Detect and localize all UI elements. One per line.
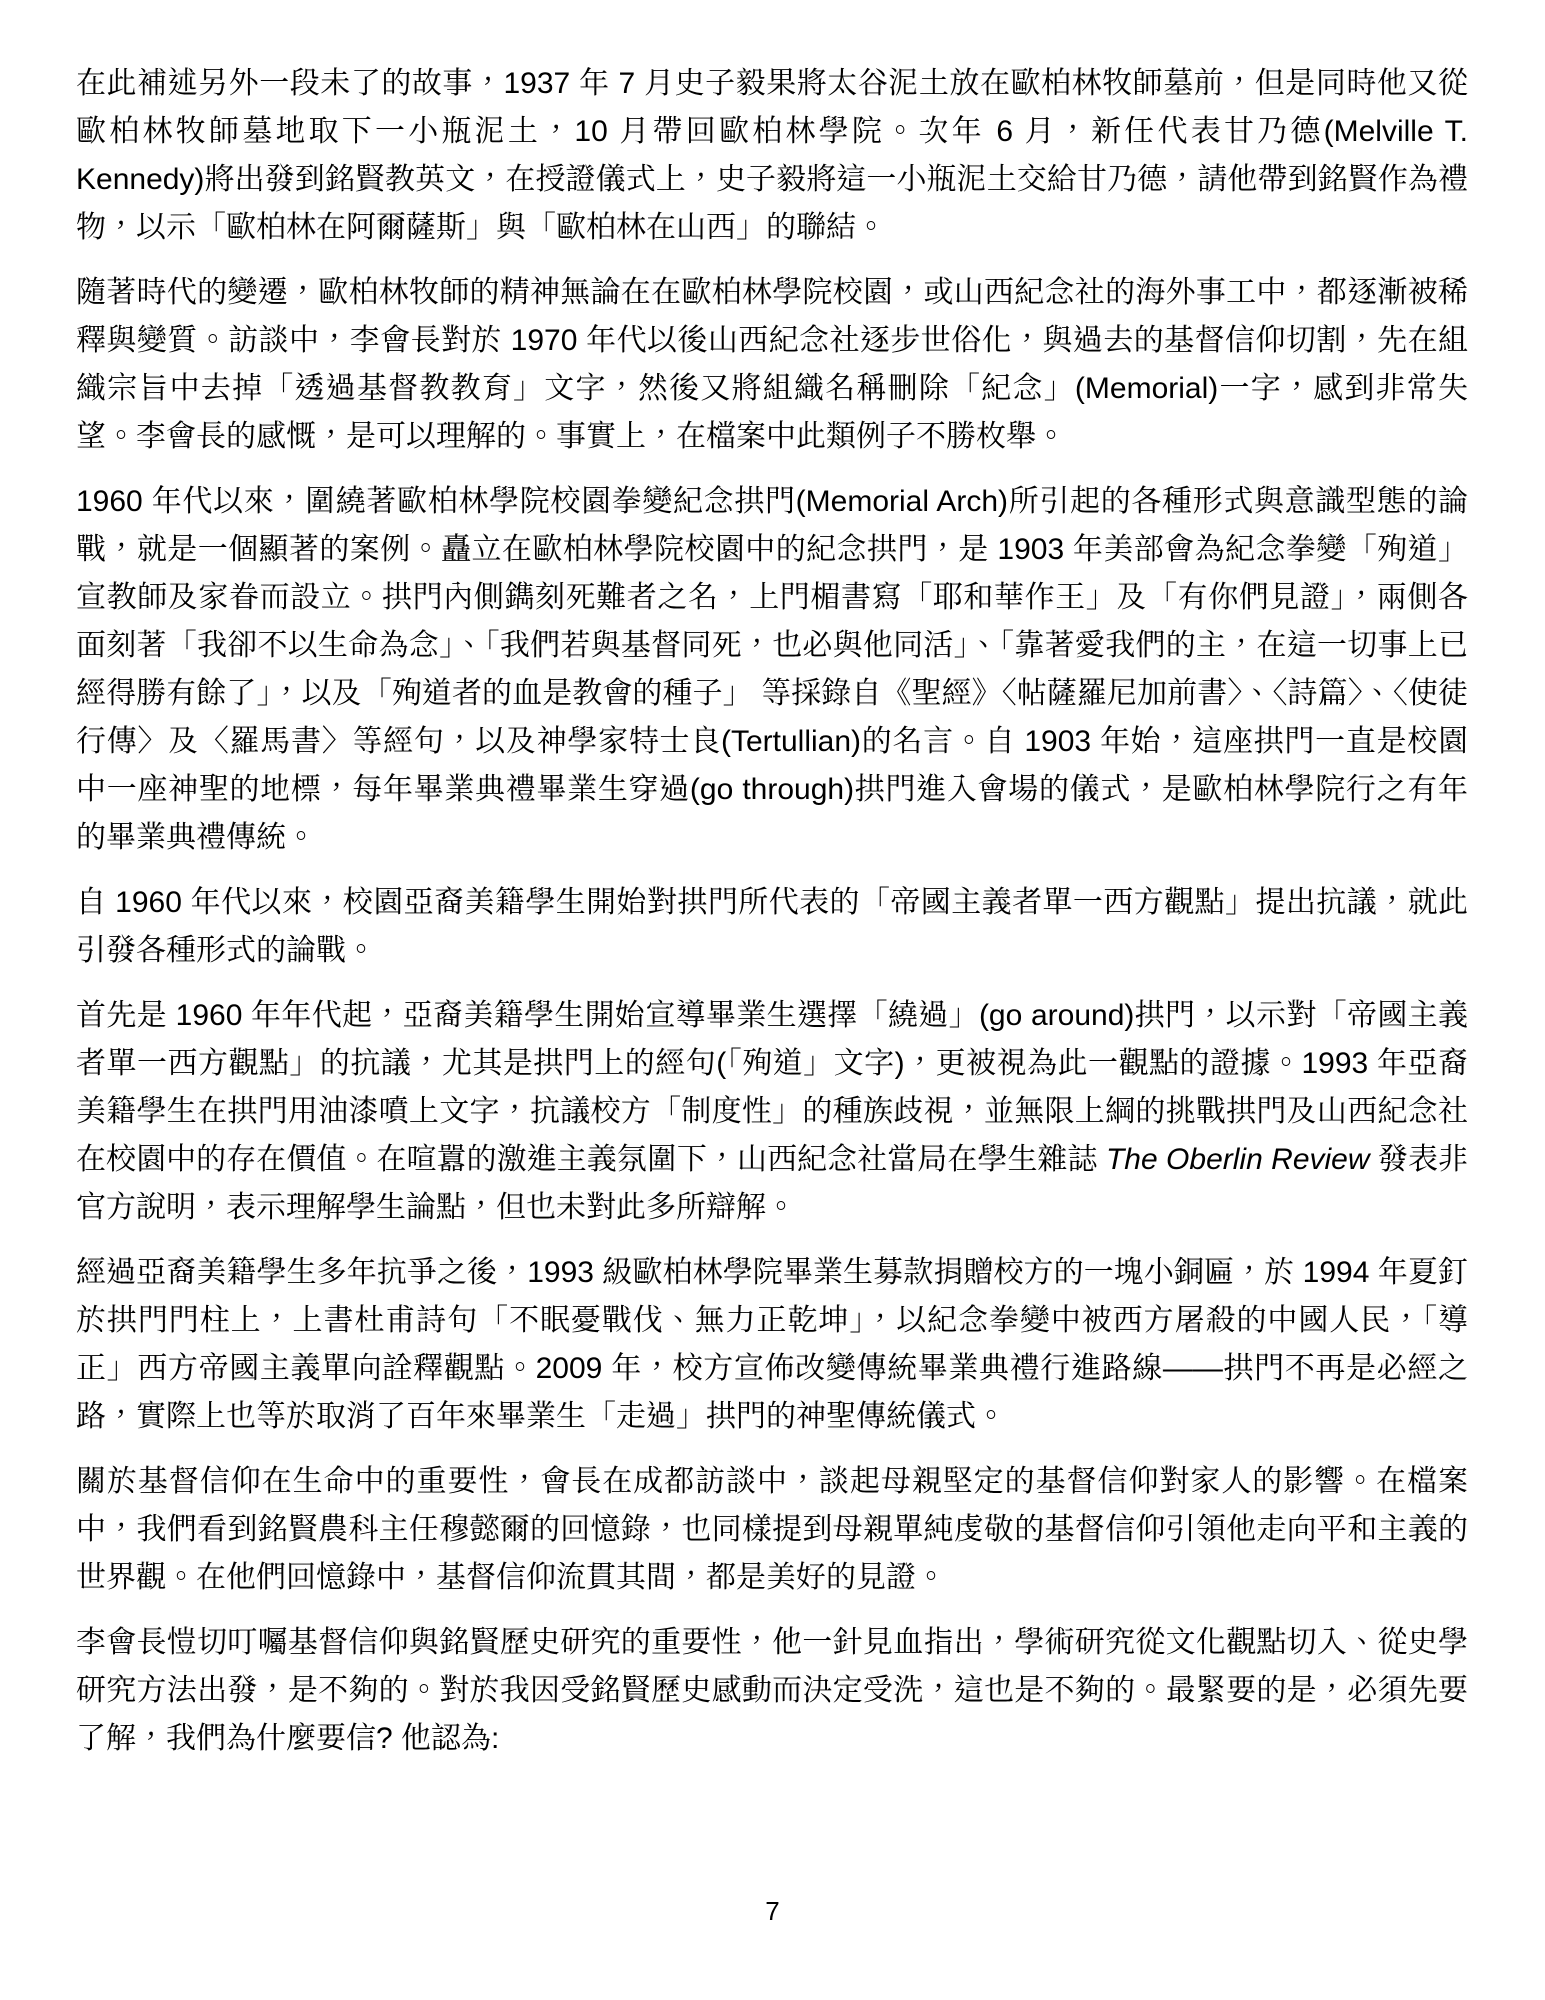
paragraph-faith-importance: 關於基督信仰在生命中的重要性，會長在成都訪談中，談起母親堅定的基督信仰對家人的影響。在檔案中，我們看到銘賢農科主任穆懿爾的回憶錄，也同樣提到母親單純虔敬的基督信仰引領他走向平和主義的世界觀。在他們回憶錄中，基督信仰流貫其間，都是美好的見證。: [76, 1465, 1468, 1594]
paragraph-memorial-arch: 1960 年代以來，圍繞著歐柏林學院校園拳變紀念拱門(Memorial Arch)所引起的各種形式與意識型態的論戰，就是一個顯著的案例。矗立在歐柏林學院校園中的紀念拱門，是 1903 年美部會為紀念拳變「殉道」宣教師及家眷而設立。拱門內側鐫刻死難者之名，上門楣書寫「耶和華作王」及「有你們見證」，兩側各面刻著「我卻不以生命為念」、「我們若與基督同死，也必與他同活」、「靠著愛我們的主，在這一切事上已經得勝有餘了」，以及「殉道者的血是教會的種子」 等採錄自《聖經》〈帖薩羅尼加前書〉、〈詩篇〉、〈使徒行傳〉及〈羅馬書〉等經句，以及神學家特士良(Tertullian)的名言。自 1903 年始，這座拱門一直是校園中一座神聖的地標，每年畢業典禮畢業生穿過(go through)拱門進入會場的儀式，是歐柏林學院行之有年的畢業典禮傳統。: [76, 485, 1468, 854]
paragraph-go-around-protest: [76, 992, 1468, 1232]
paragraph-bronze-plaque: 經過亞裔美籍學生多年抗爭之後，1993 級歐柏林學院畢業生募款捐贈校方的一塊小銅匾，於 1994 年夏釘於拱門門柱上，上書杜甫詩句「不眠憂戰伐、無力正乾坤」，以紀念拳變中被西方屠殺的中國人民，「導正」西方帝國主義單向詮釋觀點。2009 年，校方宣佈改變傳統畢業典禮行進路線——拱門不再是必經之路，實際上也等於取消了百年來畢業生「走過」拱門的神聖傳統儀式。: [76, 1256, 1468, 1433]
journal-title-oberlin-review: The Oberlin Review: [1105, 1143, 1370, 1176]
document-body: [76, 60, 1468, 1763]
paragraph-oberlin-soil-story: 在此補述另外一段未了的故事，1937 年 7 月史子毅果將太谷泥土放在歐柏林牧師墓前，但是同時他又從歐柏林牧師墓地取下一小瓶泥土，10 月帶回歐柏林學院。次年 6 月，新任代表甘乃德(Melville T. Kennedy)將出發到銘賢教英文，在授證儀式上，史子毅將這一小瓶泥土交給甘乃德，請他帶到銘賢作為禮物，以示「歐柏林在阿爾薩斯」與「歐柏林在山西」的聯結。: [76, 67, 1468, 244]
paragraph-student-protest-intro: 自 1960 年代以來，校園亞裔美籍學生開始對拱門所代表的「帝國主義者單一西方觀點」提出抗議，就此引發各種形式的論戰。: [76, 886, 1468, 967]
page-number: 7: [765, 1896, 780, 1926]
paragraph-spirit-diluted: 隨著時代的變遷，歐柏林牧師的精神無論在在歐柏林學院校園，或山西紀念社的海外事工中，都逐漸被稀釋與變質。訪談中，李會長對於 1970 年代以後山西紀念社逐步世俗化，與過去的基督信仰切割，先在組織宗旨中去掉「透過基督教教育」文字，然後又將組織名稱刪除「紀念」(Memorial)一字，感到非常失望。李會長的感慨，是可以理解的。事實上，在檔案中此類例子不勝枚舉。: [76, 276, 1468, 453]
paragraph-li-exhortation: 李會長愷切叮囑基督信仰與銘賢歷史研究的重要性，他一針見血指出，學術研究從文化觀點切入、從史學研究方法出發，是不夠的。對於我因受銘賢歷史感動而決定受洗，這也是不夠的。最緊要的是，必須先要了解，我們為什麼要信? 他認為:: [76, 1626, 1468, 1755]
page-footer: [0, 1893, 1545, 1929]
paragraph-go-around-segment-before: 首先是 1960 年年代起，亞裔美籍學生開始宣導畢業生選擇「繞過」(go around)拱門，以示對「帝國主義者單一西方觀點」的抗議，尤其是拱門上的經句(「殉道」文字)，更被視為此一觀點的證據。1993 年亞裔美籍學生在拱門用油漆噴上文字，抗議校方「制度性」的種族歧視，並無限上綱的挑戰拱門及山西紀念社在校園中的存在價值。在喧囂的激進主義氛圍下，山西紀念社當局在學生雜誌: [76, 999, 1468, 1176]
paragraph-go-around-segment-after: 發表非官方說明，表示理解學生論點，但也未對此多所辯解。: [76, 1143, 1468, 1224]
